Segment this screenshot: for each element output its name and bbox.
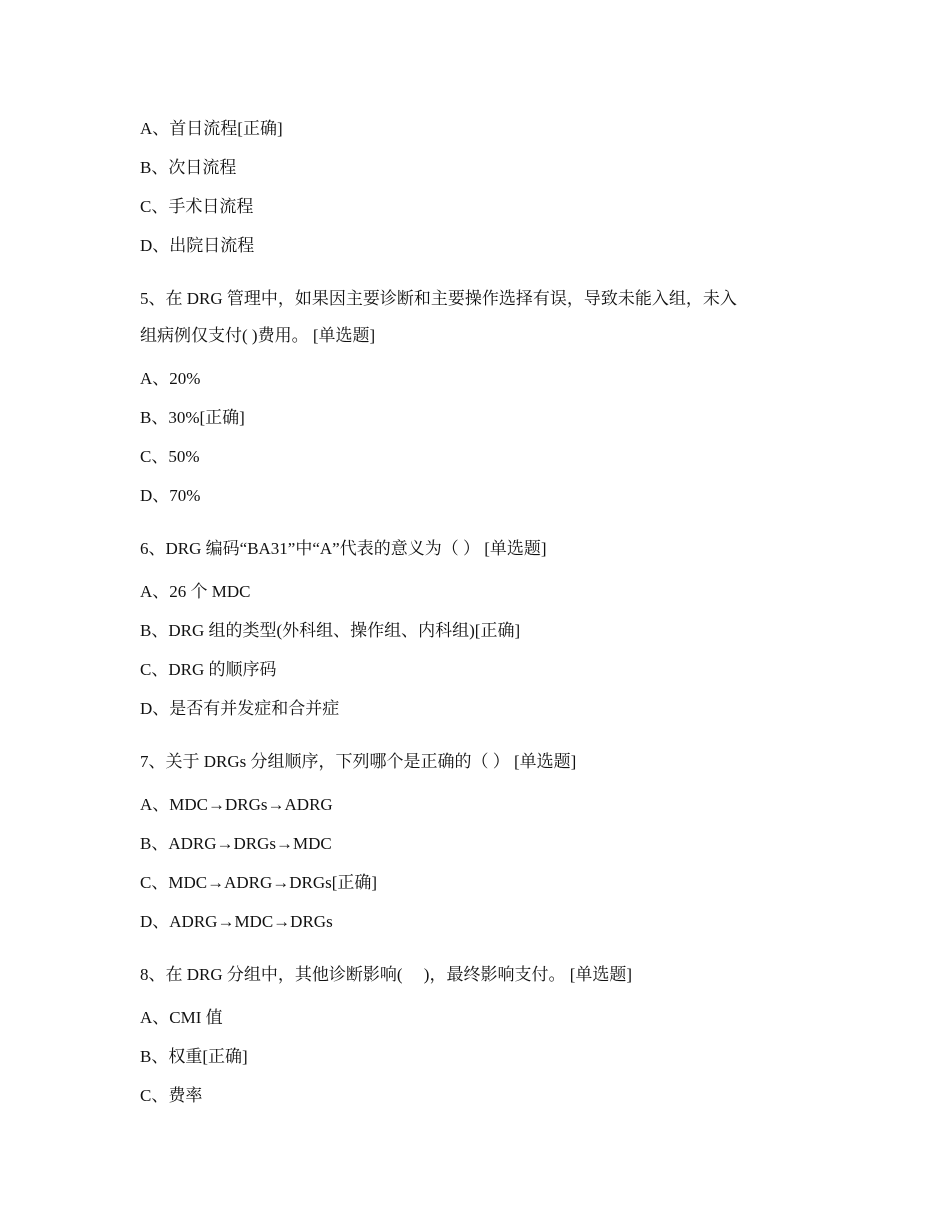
q7-option-c: C、MDC→ADRG→DRGs[正确] bbox=[140, 873, 378, 892]
q7-option-d: D、ADRG→MDC→DRGs bbox=[140, 912, 333, 931]
q7-option-b: B、ADRG→DRGs→MDC bbox=[140, 834, 332, 853]
q7-option-a: A、MDC→DRGs→ADRG bbox=[140, 795, 333, 814]
q7-stem: 7、关于 DRGs 分组顺序，下列哪个是正确的（ ） [单选题] bbox=[140, 752, 577, 771]
q5-option-a: A、20% bbox=[140, 369, 201, 388]
q6-option-c: C、DRG 的顺序码 bbox=[140, 660, 277, 679]
q6-option-b: B、DRG 组的类型(外科组、操作组、内科组)[正确] bbox=[140, 621, 521, 640]
q4-option-c: C、手术日流程 bbox=[140, 197, 254, 216]
q5-stem-line2: 组病例仅支付( )费用。 [单选题] bbox=[140, 326, 376, 345]
q5-stem-line1: 5、在 DRG 管理中，如果因主要诊断和主要操作选择有误，导致未能入组，未入 bbox=[140, 289, 737, 308]
q6-option-d: D、是否有并发症和合并症 bbox=[140, 699, 340, 718]
q4-option-b: B、次日流程 bbox=[140, 158, 237, 177]
q6-stem: 6、DRG 编码“BA31”中“A”代表的意义为（ ） [单选题] bbox=[140, 539, 547, 558]
q8-stem: 8、在 DRG 分组中，其他诊断影响( )，最终影响支付。 [单选题] bbox=[140, 965, 633, 984]
q5-option-b: B、30%[正确] bbox=[140, 408, 245, 427]
q8-option-c: C、费率 bbox=[140, 1086, 203, 1105]
q8-option-a: A、CMI 值 bbox=[140, 1008, 223, 1027]
q6-option-a: A、26 个 MDC bbox=[140, 582, 251, 601]
q4-option-d: D、出院日流程 bbox=[140, 236, 255, 255]
q5-option-c: C、50% bbox=[140, 447, 200, 466]
q4-option-a: A、首日流程[正确] bbox=[140, 119, 283, 138]
q8-option-b: B、权重[正确] bbox=[140, 1047, 248, 1066]
q5-option-d: D、70% bbox=[140, 486, 201, 505]
